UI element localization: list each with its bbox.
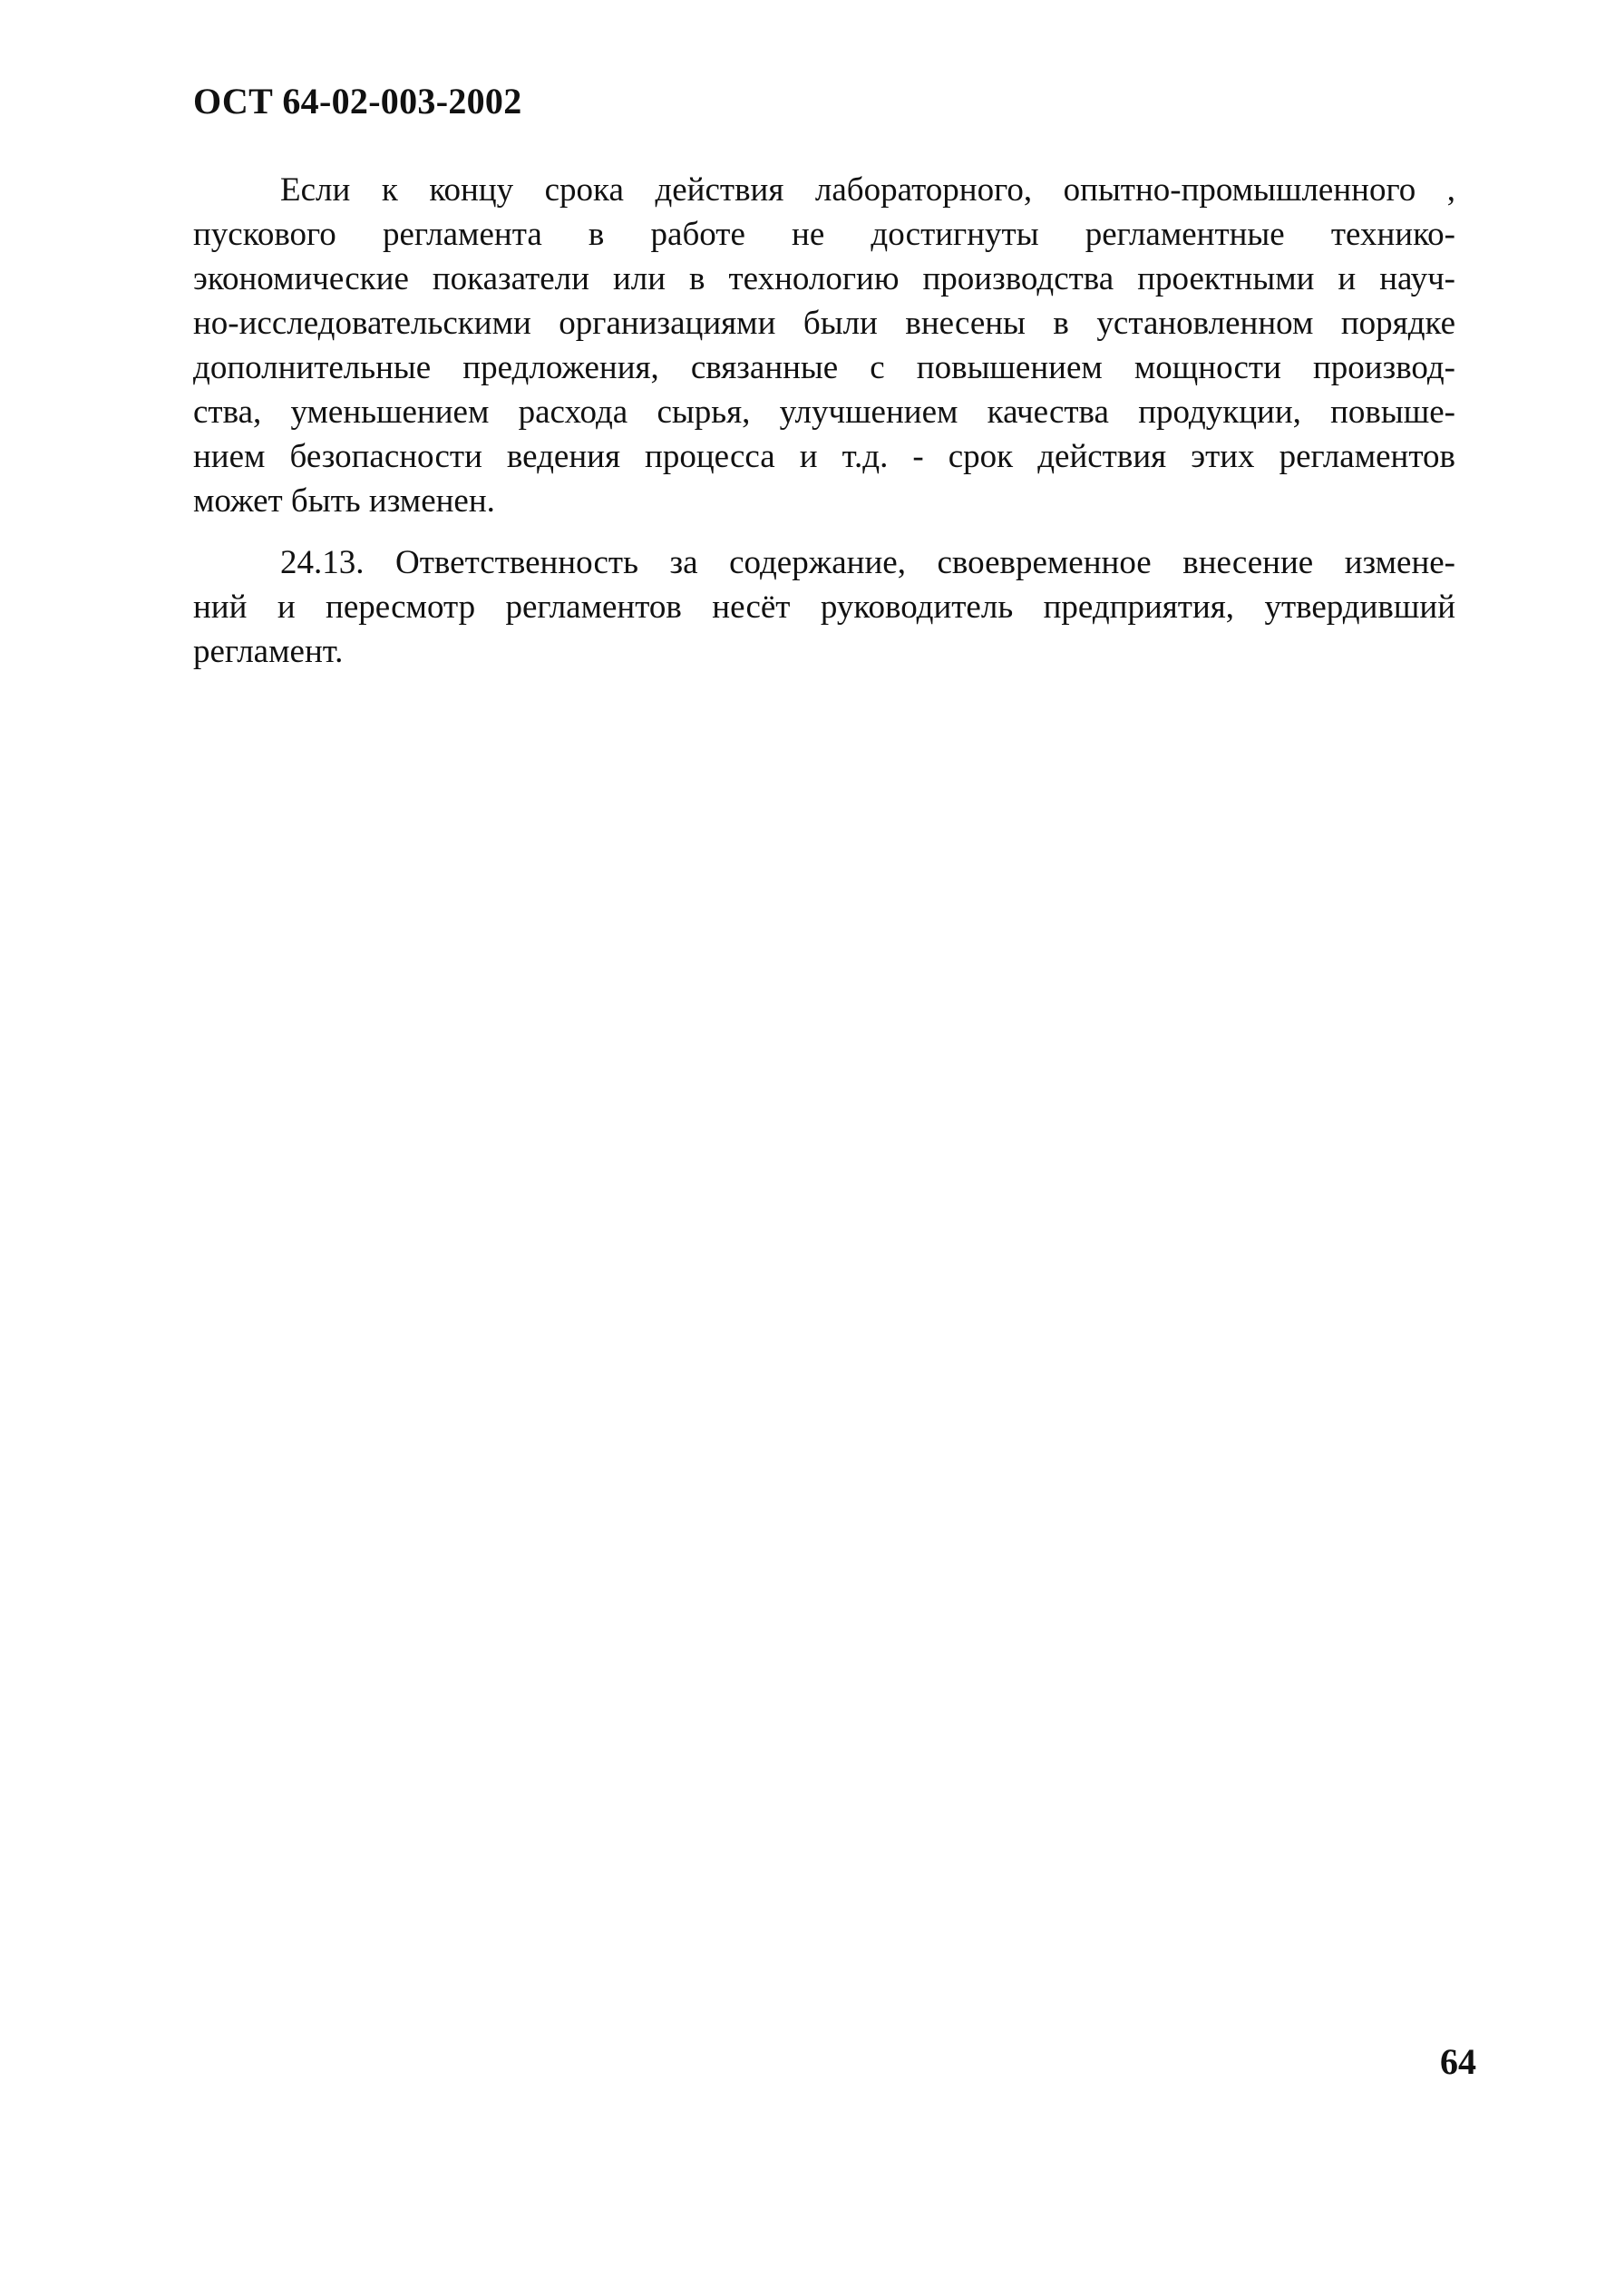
paragraph-line: экономические показатели или в технологию производства проектными и науч- [193,260,1455,297]
paragraph-line: регламент. [193,633,344,670]
paragraph-line: 24.13. Ответственность за содержание, своевременное внесение измене- [280,544,1455,581]
paragraph-line: ний и пересмотр регламентов несёт руководитель предприятия, утвердивший [193,589,1455,626]
paragraph-line: ства, уменьшением расхода сырья, улучшением качества продукции, повыше- [193,394,1455,431]
paragraph-regulation-validity [193,168,1455,523]
paragraph-responsibility-24-13 [193,540,1455,674]
document-code-header: ОСТ 64-02-003-2002 [193,81,522,122]
paragraph-line: Если к концу срока действия лабораторного, опытно-промышленного , [280,171,1455,209]
paragraph-line: нием безопасности ведения процесса и т.д. - срок действия этих регламентов [193,438,1455,475]
paragraph-line: дополнительные предложения, связанные с повышением мощности производ- [193,349,1455,386]
page-number: 64 [1440,2041,1476,2082]
paragraph-line: может быть изменен. [193,482,495,520]
paragraph-line: пускового регламента в работе не достигнуты регламентные технико- [193,216,1455,253]
paragraph-line: но-исследовательскими организациями были внесены в установленном порядке [193,305,1455,342]
